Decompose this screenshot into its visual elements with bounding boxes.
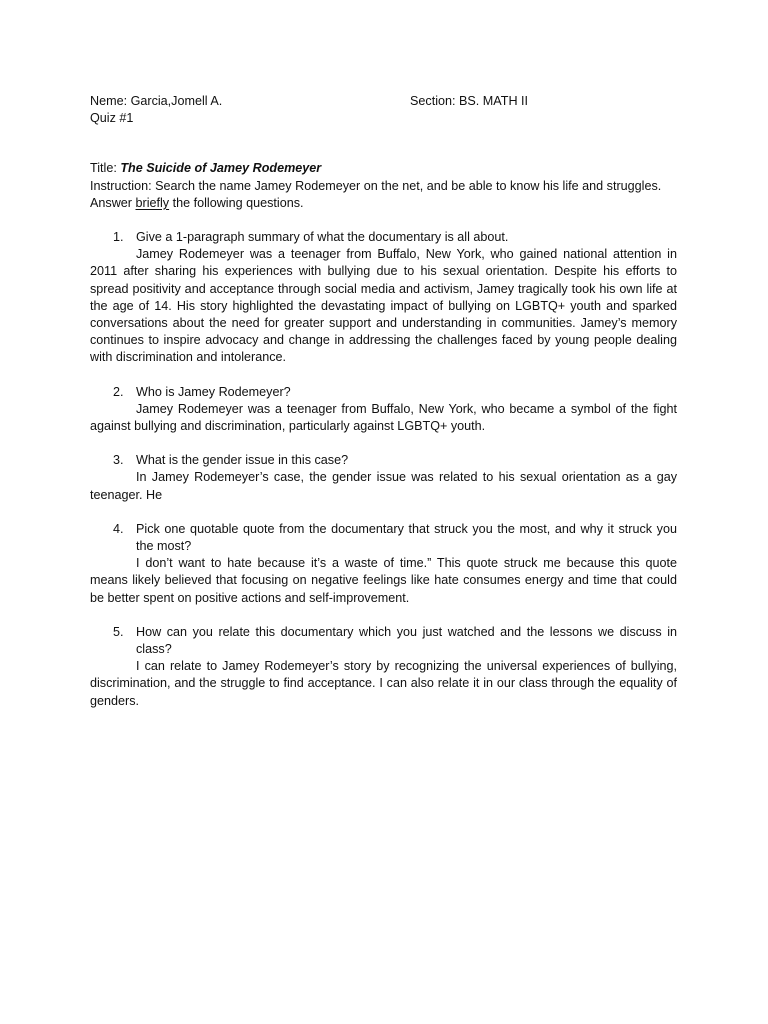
question-number: 4. (113, 521, 124, 536)
document-title: The Suicide of Jamey Rodemeyer (120, 161, 322, 176)
answer-text: Jamey Rodemeyer was a teenager from Buffalo, New York, who became a symbol of the fight against bullying and discrimination, particularly against LGBTQ+ youth. (90, 401, 677, 434)
instruction-answer-text: Answer (90, 195, 136, 210)
instruction-underlined-word: briefly (135, 195, 170, 210)
instruction-rest-text: the following questions. (169, 195, 304, 210)
question-text: How can you relate this documentary which you just watched and the lessons we discuss in class? (136, 624, 677, 657)
question-text: What is the gender issue in this case? (136, 453, 349, 468)
document-page (90, 93, 677, 727)
answer-text: Jamey Rodemeyer was a teenager from Buffalo, New York, who gained national attention in 2011 after sharing his experiences with bullying due to his sexual orientation. Despite his efforts to spread positivity and acceptance through social media and activism, Jamey tragically took his own life at the age of 14. His story highlighted the devastating impact of bullying on LGBTQ+ youth and sparked conversations about the need for greater support and understanding in communities. Jamey’s memory continues to inspire advocacy and change in addressing the challenges faced by young people dealing with discrimination and intolerance. (90, 247, 677, 365)
question-item-3 (90, 452, 677, 504)
spacer (90, 212, 677, 229)
title-line (90, 160, 677, 177)
spacer (90, 127, 677, 160)
header-row (90, 93, 677, 110)
question-row (90, 624, 677, 658)
question-item-5 (90, 624, 677, 710)
question-text: Pick one quotable quote from the documentary that struck you the most, and why it struck you the most? (136, 521, 677, 554)
student-section: Section: BS. MATH II (410, 94, 529, 108)
question-row (90, 229, 677, 246)
question-row (90, 452, 677, 469)
question-number: 5. (113, 624, 124, 639)
quiz-number: Quiz #1 (90, 111, 134, 126)
question-text: Give a 1-paragraph summary of what the documentary is all about. (136, 230, 509, 244)
answer-text: I can relate to Jamey Rodemeyer’s story by recognizing the universal experiences of bullying, discrimination, and the struggle to find acceptance. I can also relate it in our class through the equality of genders. (90, 659, 677, 708)
answer-text: I don’t want to hate because it’s a waste of time.” This quote struck me because this quote means likely believed that focusing on negative feelings like hate consumes energy and time that could be better spent on positive actions and self-improvement. (90, 556, 677, 605)
question-text: Who is Jamey Rodemeyer? (136, 384, 291, 399)
student-name: Neme: Garcia,Jomell A. (90, 94, 223, 108)
question-number: 2. (113, 384, 124, 399)
instruction-line-2 (90, 195, 677, 212)
question-item-4 (90, 521, 677, 607)
title-label: Title: (90, 161, 121, 176)
question-number: 3. (113, 453, 124, 468)
question-number: 1. (113, 230, 124, 244)
question-item-1 (90, 229, 677, 367)
question-list (90, 229, 677, 710)
question-item-2 (90, 384, 677, 436)
instruction-line-1: Instruction: Search the name Jamey Rodemeyer on the net, and be able to know his life and struggles. (90, 178, 662, 193)
answer-text: In Jamey Rodemeyer’s case, the gender issue was related to his sexual orientation as a gay teenager. He (90, 470, 677, 502)
question-row (90, 521, 677, 555)
question-row (90, 384, 677, 401)
